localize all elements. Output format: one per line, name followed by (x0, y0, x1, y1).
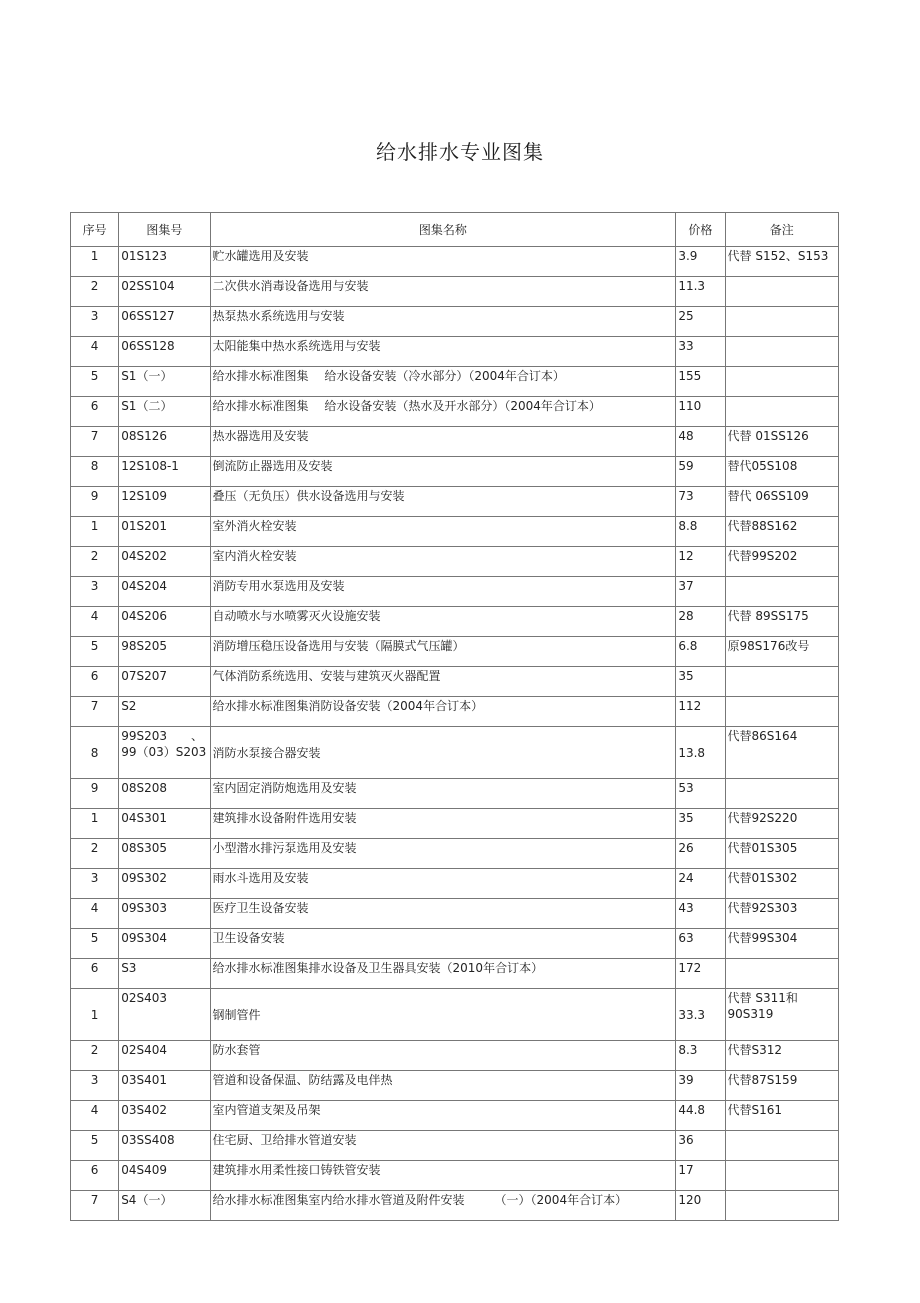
cell-seq: 7 (71, 427, 119, 457)
cell-seq: 5 (71, 367, 119, 397)
cell-name: 建筑排水设备附件选用安装 (210, 809, 676, 839)
cell-price: 13.8 (676, 727, 725, 779)
cell-note: 代替 01SS126 (725, 427, 838, 457)
table-row (71, 607, 839, 637)
cell-seq: 6 (71, 1161, 119, 1191)
cell-seq: 6 (71, 959, 119, 989)
cell-seq: 8 (71, 727, 119, 779)
cell-name: 医疗卫生设备安装 (210, 899, 676, 929)
cell-price: 6.8 (676, 637, 725, 667)
cell-code: 01S123 (119, 247, 210, 277)
cell-code: 04S301 (119, 809, 210, 839)
cell-name: 给水排水标准图集 给水设备安装（热水及开水部分）（2004年合订本） (210, 397, 676, 427)
cell-price: 112 (676, 697, 725, 727)
cell-code: 08S305 (119, 839, 210, 869)
cell-price: 155 (676, 367, 725, 397)
header-code: 图集号 (119, 213, 210, 247)
cell-seq: 3 (71, 1071, 119, 1101)
cell-price: 33.3 (676, 989, 725, 1041)
cell-name: 消防专用水泵选用及安装 (210, 577, 676, 607)
table-row (71, 989, 839, 1041)
cell-seq: 1 (71, 247, 119, 277)
cell-note (725, 959, 838, 989)
cell-name: 给水排水标准图集消防设备安装（2004年合订本） (210, 697, 676, 727)
cell-note (725, 779, 838, 809)
cell-code: 07S207 (119, 667, 210, 697)
cell-code: 12S108-1 (119, 457, 210, 487)
cell-code: 12S109 (119, 487, 210, 517)
page-title: 给水排水专业图集 (376, 140, 544, 164)
table-row (71, 277, 839, 307)
cell-price: 36 (676, 1131, 725, 1161)
table-row (71, 397, 839, 427)
cell-price: 3.9 (676, 247, 725, 277)
cell-seq: 4 (71, 607, 119, 637)
table-row (71, 1161, 839, 1191)
cell-code: 09S302 (119, 869, 210, 899)
cell-seq: 5 (71, 1131, 119, 1161)
cell-price: 8.3 (676, 1041, 725, 1071)
cell-price: 8.8 (676, 517, 725, 547)
catalog-table (70, 212, 839, 1221)
cell-price: 120 (676, 1191, 725, 1221)
table-header-row (71, 213, 839, 247)
cell-note: 代替01S305 (725, 839, 838, 869)
cell-code: 02SS104 (119, 277, 210, 307)
cell-note (725, 577, 838, 607)
cell-note: 替代05S108 (725, 457, 838, 487)
cell-seq: 2 (71, 839, 119, 869)
cell-name: 雨水斗选用及安装 (210, 869, 676, 899)
table-row (71, 307, 839, 337)
table-row (71, 1191, 839, 1221)
cell-note (725, 307, 838, 337)
cell-price: 26 (676, 839, 725, 869)
cell-name: 防水套管 (210, 1041, 676, 1071)
cell-name: 室内固定消防炮选用及安装 (210, 779, 676, 809)
cell-name: 倒流防止器选用及安装 (210, 457, 676, 487)
cell-seq: 9 (71, 487, 119, 517)
cell-seq: 7 (71, 697, 119, 727)
cell-name: 自动喷水与水喷雾灭火设施安装 (210, 607, 676, 637)
cell-code: 03SS408 (119, 1131, 210, 1161)
cell-note: 代替87S159 (725, 1071, 838, 1101)
cell-code: 06SS128 (119, 337, 210, 367)
cell-code: 04S204 (119, 577, 210, 607)
table-row (71, 247, 839, 277)
cell-seq: 2 (71, 547, 119, 577)
table-row (71, 667, 839, 697)
table-row (71, 427, 839, 457)
cell-price: 28 (676, 607, 725, 637)
table-row (71, 839, 839, 869)
cell-price: 35 (676, 809, 725, 839)
cell-note (725, 1131, 838, 1161)
cell-seq: 2 (71, 1041, 119, 1071)
cell-price: 63 (676, 929, 725, 959)
cell-code: 04S206 (119, 607, 210, 637)
cell-price: 59 (676, 457, 725, 487)
header-name: 图集名称 (210, 213, 676, 247)
cell-seq: 1 (71, 809, 119, 839)
cell-price: 110 (676, 397, 725, 427)
cell-seq: 9 (71, 779, 119, 809)
cell-price: 172 (676, 959, 725, 989)
table-row (71, 577, 839, 607)
table-row (71, 899, 839, 929)
cell-note (725, 1161, 838, 1191)
cell-seq: 6 (71, 667, 119, 697)
table-row (71, 779, 839, 809)
cell-code: S4（一） (119, 1191, 210, 1221)
cell-note (725, 337, 838, 367)
cell-note (725, 667, 838, 697)
cell-seq: 3 (71, 869, 119, 899)
cell-code: 99S203 、99（03）S203 (119, 727, 210, 779)
cell-price: 53 (676, 779, 725, 809)
table-row (71, 697, 839, 727)
table-row (71, 869, 839, 899)
cell-price: 12 (676, 547, 725, 577)
cell-code: 03S402 (119, 1101, 210, 1131)
table-row (71, 547, 839, 577)
cell-note: 代替 S152、S153 (725, 247, 838, 277)
cell-name: 二次供水消毒设备选用与安装 (210, 277, 676, 307)
cell-name: 消防水泵接合器安装 (210, 727, 676, 779)
cell-name: 管道和设备保温、防结露及电伴热 (210, 1071, 676, 1101)
table-row (71, 517, 839, 547)
cell-note: 代替92S220 (725, 809, 838, 839)
table-row (71, 959, 839, 989)
cell-price: 37 (676, 577, 725, 607)
cell-code: 04S202 (119, 547, 210, 577)
cell-seq: 3 (71, 577, 119, 607)
cell-code: 03S401 (119, 1071, 210, 1101)
cell-code: 06SS127 (119, 307, 210, 337)
cell-note: 代替88S162 (725, 517, 838, 547)
table-row (71, 337, 839, 367)
cell-seq: 6 (71, 397, 119, 427)
cell-seq: 8 (71, 457, 119, 487)
cell-note (725, 1191, 838, 1221)
cell-name: 给水排水标准图集 给水设备安装（冷水部分）（2004年合订本） (210, 367, 676, 397)
cell-code: 09S304 (119, 929, 210, 959)
cell-price: 39 (676, 1071, 725, 1101)
table-row (71, 929, 839, 959)
cell-seq: 4 (71, 1101, 119, 1131)
cell-note: 代替S161 (725, 1101, 838, 1131)
cell-name: 给水排水标准图集室内给水排水管道及附件安装 （一）（2004年合订本） (210, 1191, 676, 1221)
cell-name: 热泵热水系统选用与安装 (210, 307, 676, 337)
cell-note: 原98S176改号 (725, 637, 838, 667)
header-price: 价格 (676, 213, 725, 247)
cell-name: 住宅厨、卫给排水管道安装 (210, 1131, 676, 1161)
cell-name: 室外消火栓安装 (210, 517, 676, 547)
table-row (71, 637, 839, 667)
cell-code: 09S303 (119, 899, 210, 929)
table-row (71, 1101, 839, 1131)
cell-code: 02S403 (119, 989, 210, 1041)
cell-note (725, 277, 838, 307)
cell-note (725, 367, 838, 397)
catalog-body (71, 247, 839, 1221)
table-row (71, 1131, 839, 1161)
cell-note: 代替99S304 (725, 929, 838, 959)
table-row (71, 727, 839, 779)
table-row (71, 1041, 839, 1071)
cell-name: 室内管道支架及吊架 (210, 1101, 676, 1131)
cell-name: 室内消火栓安装 (210, 547, 676, 577)
cell-name: 叠压（无负压）供水设备选用与安装 (210, 487, 676, 517)
cell-price: 11.3 (676, 277, 725, 307)
cell-code: S1（一） (119, 367, 210, 397)
cell-code: S1（二） (119, 397, 210, 427)
cell-seq: 5 (71, 929, 119, 959)
cell-code: 08S208 (119, 779, 210, 809)
cell-price: 33 (676, 337, 725, 367)
table-row (71, 1071, 839, 1101)
cell-name: 钢制管件 (210, 989, 676, 1041)
cell-seq: 7 (71, 1191, 119, 1221)
header-note: 备注 (725, 213, 838, 247)
cell-note: 代替S312 (725, 1041, 838, 1071)
cell-note: 代替01S302 (725, 869, 838, 899)
cell-note (725, 697, 838, 727)
cell-code: 98S205 (119, 637, 210, 667)
cell-price: 44.8 (676, 1101, 725, 1131)
cell-note: 代替 89SS175 (725, 607, 838, 637)
cell-seq: 2 (71, 277, 119, 307)
cell-price: 24 (676, 869, 725, 899)
cell-code: 01S201 (119, 517, 210, 547)
cell-name: 消防增压稳压设备选用与安装（隔膜式气压罐） (210, 637, 676, 667)
cell-price: 25 (676, 307, 725, 337)
cell-code: S2 (119, 697, 210, 727)
cell-note: 代替99S202 (725, 547, 838, 577)
cell-seq: 5 (71, 637, 119, 667)
cell-price: 35 (676, 667, 725, 697)
cell-name: 卫生设备安装 (210, 929, 676, 959)
cell-note: 代替 S311和90S319 (725, 989, 838, 1041)
cell-seq: 4 (71, 899, 119, 929)
cell-note (725, 397, 838, 427)
cell-note: 代替86S164 (725, 727, 838, 779)
cell-name: 太阳能集中热水系统选用与安装 (210, 337, 676, 367)
cell-code: S3 (119, 959, 210, 989)
cell-name: 热水器选用及安装 (210, 427, 676, 457)
cell-price: 43 (676, 899, 725, 929)
cell-name: 给水排水标准图集排水设备及卫生器具安装（2010年合订本） (210, 959, 676, 989)
cell-seq: 1 (71, 517, 119, 547)
cell-code: 04S409 (119, 1161, 210, 1191)
header-seq: 序号 (71, 213, 119, 247)
cell-name: 气体消防系统选用、安装与建筑灭火器配置 (210, 667, 676, 697)
cell-price: 73 (676, 487, 725, 517)
cell-seq: 3 (71, 307, 119, 337)
cell-code: 08S126 (119, 427, 210, 457)
table-row (71, 809, 839, 839)
table-row (71, 487, 839, 517)
cell-note: 替代 06SS109 (725, 487, 838, 517)
cell-note: 代替92S303 (725, 899, 838, 929)
cell-name: 贮水罐选用及安装 (210, 247, 676, 277)
cell-price: 48 (676, 427, 725, 457)
cell-code: 02S404 (119, 1041, 210, 1071)
cell-price: 17 (676, 1161, 725, 1191)
cell-seq: 4 (71, 337, 119, 367)
table-row (71, 457, 839, 487)
cell-name: 建筑排水用柔性接口铸铁管安装 (210, 1161, 676, 1191)
cell-name: 小型潜水排污泵选用及安装 (210, 839, 676, 869)
cell-seq: 1 (71, 989, 119, 1041)
table-row (71, 367, 839, 397)
